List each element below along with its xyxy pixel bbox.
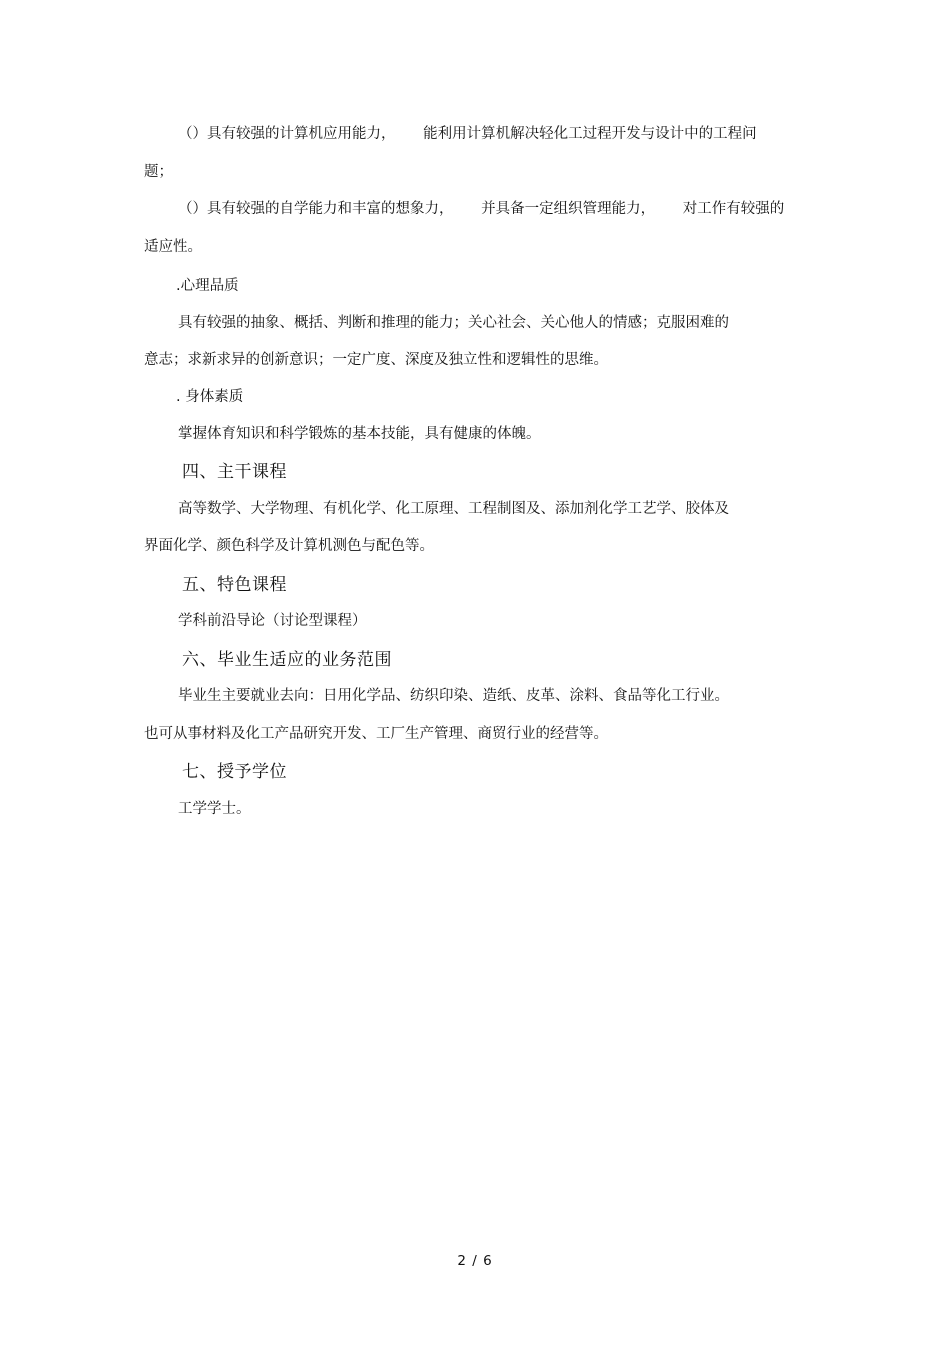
subheading-psychological-quality: .心理品质 (176, 278, 239, 294)
paragraph-main-courses-cont: 界面化学、颜色科学及计算机测色与配色等。 (144, 538, 434, 554)
paragraph-psychological: 具有较强的抽象、概括、判断和推理的能力；关心社会、关心他人的情感；克服困难的 (178, 315, 729, 331)
paragraph-career-scope-cont: 也可从事材料及化工产品研究开发、工厂生产管理、商贸行业的经营等。 (144, 726, 608, 742)
paragraph-main-courses: 高等数学、大学物理、有机化学、化工原理、工程制图及、添加剂化学工艺学、胶体及 (178, 501, 729, 517)
section-heading-main-courses: 四、主干课程 (182, 462, 287, 482)
paragraph-career-scope: 毕业生主要就业去向：日用化学品、纺织印染、造纸、皮革、涂料、食品等化工行业。 (178, 688, 729, 704)
paragraph-computer-ability-cont: 题； (144, 164, 173, 180)
paragraph-self-learning: （）具有较强的自学能力和丰富的想象力， 并具备一定组织管理能力， 对工作有较强的 (178, 201, 785, 217)
paragraph-self-learning-cont: 适应性。 (144, 239, 202, 255)
section-heading-career-scope: 六、毕业生适应的业务范围 (182, 650, 392, 670)
section-heading-degree: 七、授予学位 (182, 762, 287, 782)
paragraph-physical: 掌握体育知识和科学锻炼的基本技能，具有健康的体魄。 (178, 426, 541, 442)
paragraph-psychological-cont: 意志；求新求异的创新意识；一定广度、深度及独立性和逻辑性的思维。 (144, 352, 608, 368)
subheading-physical-quality: . 身体素质 (176, 389, 244, 405)
paragraph-degree: 工学学士。 (178, 801, 251, 817)
paragraph-computer-ability: （）具有较强的计算机应用能力， 能利用计算机解决轻化工过程开发与设计中的工程问 (178, 126, 757, 142)
page-number: 2 / 6 (457, 1253, 493, 1269)
paragraph-special-courses: 学科前沿导论（讨论型课程） (178, 613, 367, 629)
section-heading-special-courses: 五、特色课程 (182, 575, 287, 595)
